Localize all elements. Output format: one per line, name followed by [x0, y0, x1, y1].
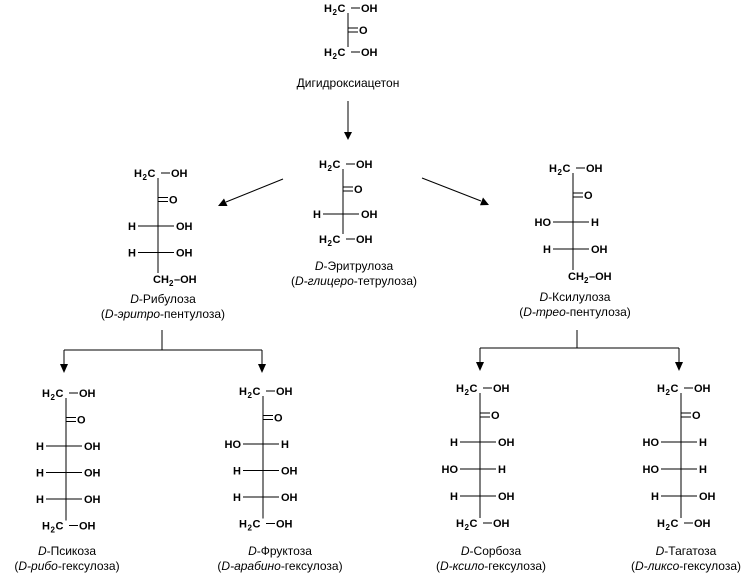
compound-name: [38, 544, 96, 558]
stereo-right-label: OH: [84, 441, 101, 453]
compound-name: [540, 290, 611, 304]
ch2-carbon-label: C: [670, 383, 679, 395]
caption-fragment: -гексулоза): [57, 559, 120, 573]
caption-fragment: (: [14, 559, 19, 573]
ch2-carbon-label: C: [55, 388, 64, 400]
ch2-subscript-label: 2: [665, 388, 670, 397]
caption-fragment: D: [460, 544, 470, 558]
caption-xylulose: [519, 290, 631, 319]
ch2-subscript-label: 2: [247, 391, 252, 400]
caption-fragment: D: [37, 544, 47, 558]
stereo-right-label: OH: [281, 465, 298, 478]
molecule-dha: [324, 3, 378, 61]
stereo-left-label: H: [233, 492, 241, 504]
hydroxyl-label: OH: [171, 168, 188, 180]
caption-tagatose: [631, 544, 741, 573]
ch2-group-label: CH: [568, 271, 584, 283]
ch2-subscript-label: 2: [142, 173, 147, 182]
caption-fragment: -гексулоза): [679, 559, 742, 573]
stereo-left-label: H: [128, 221, 136, 233]
stereo-right-label: OH: [176, 221, 193, 233]
stereo-right-label: OH: [361, 209, 378, 221]
caption-fragment: -гексулоза): [280, 559, 343, 573]
hydroxyl-label: OH: [694, 518, 711, 530]
caption-fragment: -тетрулоза): [353, 274, 418, 288]
caption-fragment: -пентулоза): [160, 307, 226, 321]
ch2-subscript-label: 2: [332, 8, 337, 17]
ch2-subscript-label: 2: [665, 523, 670, 532]
ch2-hydrogen-label: H: [549, 163, 557, 175]
compound-systematic-name: [291, 274, 417, 288]
ch2-carbon-label: C: [337, 3, 346, 15]
ch2-group-label: CH: [153, 274, 169, 286]
hydroxyl-label: OH: [361, 47, 378, 59]
stereo-left-label: HO: [642, 464, 659, 476]
caption-fragment: (: [290, 274, 295, 288]
carbonyl-oxygen-label: O: [692, 410, 701, 422]
caption-sorbose: [436, 544, 546, 573]
compound-name: [461, 544, 522, 558]
stereo-left-label: H: [543, 244, 551, 256]
ch2-carbon-label: C: [670, 518, 679, 530]
stereo-left-label: H: [233, 465, 241, 478]
compound-systematic-name: [519, 305, 631, 319]
stereo-right-label: OH: [176, 247, 193, 260]
caption-fragment: -Фруктоза: [256, 544, 312, 558]
ch2-hydrogen-label: H: [239, 386, 247, 398]
caption-fragment: D-эритро: [104, 307, 161, 321]
caption-fragment: (: [630, 559, 635, 573]
caption-fragment: (: [435, 559, 440, 573]
hydroxyl-label: OH: [493, 518, 510, 530]
molecule-sorbose: [442, 383, 515, 532]
caption-fragment: D-рибо: [18, 559, 58, 573]
stereo-left-label: HO: [534, 217, 551, 229]
stereo-right-label: OH: [699, 491, 716, 503]
arrow-erythrulose-to-ribulose: [218, 179, 283, 206]
ch2-hydrogen-label: H: [657, 518, 665, 530]
caption-fragment: -пентулоза): [565, 305, 631, 319]
caption-dha: [297, 76, 400, 90]
ch2-hydrogen-label: H: [42, 388, 50, 400]
ch2-hydrogen-label: H: [319, 159, 327, 171]
stereo-right-label: OH: [498, 437, 515, 449]
carbonyl-oxygen-label: O: [584, 190, 593, 202]
ch2-subscript-label: 2: [332, 52, 337, 61]
ch2-hydrogen-label: H: [42, 520, 50, 533]
hydroxyl-label: OH: [276, 386, 293, 398]
caption-erythrulose: [291, 259, 417, 288]
molecule-fructose: [225, 386, 298, 533]
caption-fragment: -Рибулоза: [138, 292, 196, 306]
caption-fragment: D: [314, 259, 324, 273]
caption-fragment: D: [248, 544, 257, 558]
hydroxyl-label: OH: [79, 388, 96, 400]
compound-systematic-name: [14, 559, 119, 573]
ch2-carbon-label: C: [469, 518, 478, 530]
ch2-carbon-label: C: [252, 386, 261, 398]
stereo-left-label: H: [36, 441, 44, 453]
arrow-dha-to-erythrulose: [344, 101, 352, 140]
ch2-hydrogen-label: H: [319, 234, 327, 246]
ch2-carbon-label: C: [147, 168, 156, 180]
arrow-erythrulose-to-xylulose: [422, 178, 489, 205]
caption-fragment: -Эритрулоза: [323, 259, 394, 273]
stereo-right-label: H: [591, 217, 599, 229]
hydroxyl-label: OH: [586, 163, 603, 175]
stereo-right-label: H: [699, 437, 707, 449]
ch2-subscript-label: 2: [557, 168, 562, 177]
ch2-hydrogen-label: H: [456, 518, 464, 530]
hydroxyl-label: OH: [493, 383, 510, 395]
stereo-left-label: HO: [642, 437, 659, 449]
caption-fragment: D-ликсо: [634, 559, 680, 573]
stereo-right-label: OH: [498, 491, 515, 503]
ch2-carbon-label: C: [562, 163, 571, 175]
carbonyl-oxygen-label: O: [77, 414, 86, 427]
molecule-ribulose: [128, 168, 197, 288]
caption-fragment: -Тагатоза: [664, 544, 717, 558]
caption-fragment: D-арабино: [221, 559, 281, 573]
caption-fragment: (: [100, 307, 105, 321]
ch2-hydrogen-label: H: [134, 168, 142, 180]
caption-fragment: D: [130, 292, 139, 306]
ch2-hydrogen-label: H: [456, 383, 464, 395]
ch2-carbon-label: C: [55, 520, 64, 533]
caption-fragment: Дигидроксиацетон: [296, 76, 400, 90]
ch2-subscript-label: 2: [327, 164, 332, 173]
compound-systematic-name: [217, 559, 342, 573]
stereo-right-label: H: [281, 439, 289, 451]
stereo-right-label: H: [498, 464, 506, 476]
stereo-left-label: H: [36, 494, 44, 506]
branch-xylulose-to-hexuloses: [476, 330, 683, 371]
caption-psicose: [14, 544, 119, 573]
stereo-left-label: H: [313, 209, 321, 221]
hydroxyl-label: OH: [276, 518, 293, 531]
caption-fragment: -Ксилулоза: [548, 290, 611, 304]
caption-fragment: (: [519, 305, 524, 319]
ch2-subscript-label: 2: [50, 393, 55, 402]
caption-ribulose: [101, 292, 225, 321]
stereo-right-label: H: [699, 464, 707, 476]
branch-ribulose-to-hexuloses: [60, 330, 266, 373]
caption-fragment: D-ксило: [439, 559, 485, 573]
ch2-carbon-label: C: [252, 518, 261, 531]
compound-systematic-name: [436, 559, 546, 573]
caption-fragment: (: [217, 559, 222, 573]
compound-name: [130, 292, 196, 306]
caption-fragment: D-глицеро: [294, 274, 354, 288]
ch2-subscript-label: 2: [464, 388, 469, 397]
ch2-carbon-label: C: [469, 383, 478, 395]
caption-fragment: D: [539, 290, 549, 304]
hydroxyl-label: OH: [361, 3, 378, 15]
stereo-left-label: HO: [224, 439, 241, 451]
hydroxyl-label: OH: [79, 520, 96, 533]
caption-fragment: -Сорбоза: [469, 544, 522, 558]
ch2-hydrogen-label: H: [239, 518, 247, 531]
carbonyl-oxygen-label: O: [359, 25, 368, 37]
stereo-left-label: H: [36, 467, 44, 480]
molecule-erythrulose: [313, 159, 378, 248]
compound-name: [248, 544, 312, 558]
hydroxyl-label: OH: [356, 234, 373, 246]
ch2-hydrogen-label: H: [657, 383, 665, 395]
ch2-subscript-label: 2: [584, 276, 589, 285]
ch2-hydrogen-label: H: [324, 3, 332, 15]
ch2-subscript-label: 2: [50, 525, 55, 535]
compound-name: [656, 544, 717, 558]
ch2-subscript-label: 2: [169, 279, 174, 288]
molecule-xylulose: [535, 163, 612, 285]
stereo-right-label: OH: [591, 244, 608, 256]
hydroxyl-label: –OH: [589, 271, 612, 283]
compound-name: [297, 76, 400, 90]
compound-systematic-name: [101, 307, 225, 321]
hydroxyl-label: –OH: [174, 274, 197, 286]
hydroxyl-label: OH: [694, 383, 711, 395]
carbonyl-oxygen-label: O: [274, 412, 283, 425]
carbonyl-oxygen-label: O: [491, 410, 500, 422]
carbonyl-oxygen-label: O: [354, 184, 363, 196]
stereo-right-label: OH: [84, 494, 101, 506]
stereo-left-label: H: [651, 491, 659, 503]
caption-fragment: -гексулоза): [484, 559, 547, 573]
ch2-subscript-label: 2: [464, 523, 469, 532]
caption-fragment: D-трео: [523, 305, 566, 319]
caption-fragment: D: [655, 544, 665, 558]
stereo-left-label: H: [128, 247, 136, 260]
ch2-subscript-label: 2: [327, 239, 332, 248]
caption-fructose: [217, 544, 342, 573]
stereo-right-label: OH: [281, 492, 298, 504]
compound-systematic-name: [631, 559, 741, 573]
compound-name: [315, 259, 394, 273]
stereo-left-label: H: [450, 491, 458, 503]
ch2-carbon-label: C: [337, 47, 346, 59]
caption-fragment: -Псикоза: [46, 544, 97, 558]
molecule-psicose: [36, 388, 101, 535]
ch2-hydrogen-label: H: [324, 47, 332, 59]
stereo-left-label: H: [450, 437, 458, 449]
ch2-subscript-label: 2: [247, 523, 252, 533]
stereo-left-label: HO: [441, 464, 458, 476]
ch2-carbon-label: C: [332, 159, 341, 171]
stereo-right-label: OH: [84, 467, 101, 480]
ch2-carbon-label: C: [332, 234, 341, 246]
hydroxyl-label: OH: [356, 159, 373, 171]
molecule-tagatose: [643, 383, 716, 532]
carbonyl-oxygen-label: O: [169, 194, 178, 207]
